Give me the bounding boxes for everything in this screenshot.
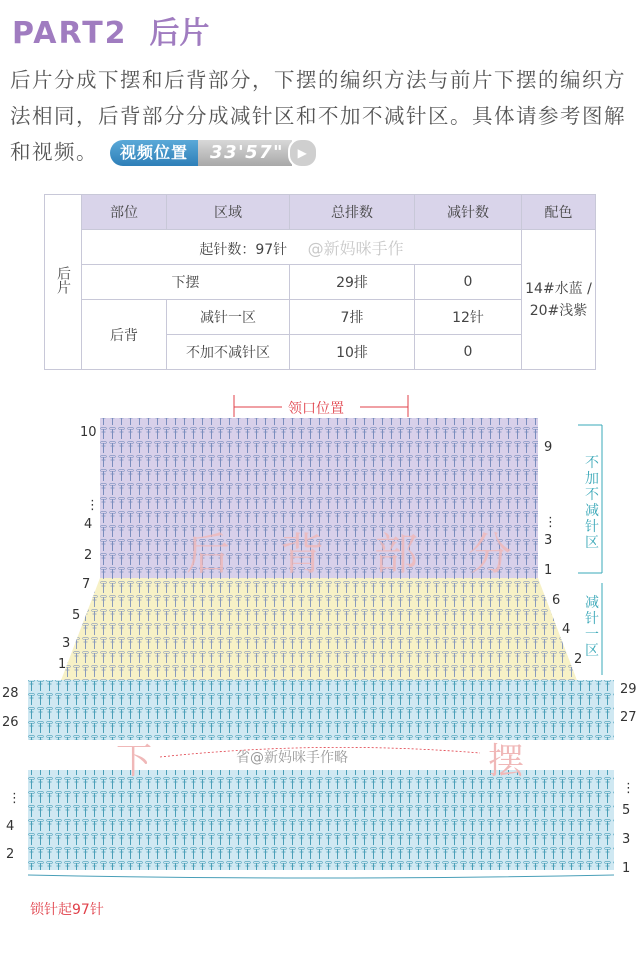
row-label: 4: [562, 622, 571, 637]
row-label: 1: [544, 563, 553, 578]
row-label: 27: [620, 710, 637, 725]
table-cell: 12针: [415, 300, 522, 335]
dec-zone-stitches: [60, 578, 578, 683]
col-header: 部位: [82, 195, 167, 230]
start-stitches: 起针数：97针: [199, 241, 288, 258]
hem-label-left: 下: [116, 741, 153, 782]
table-cell: 下摆: [82, 265, 290, 300]
row-label: 28: [2, 686, 19, 701]
row-label: 3: [62, 636, 71, 651]
table-cell: 29排: [290, 265, 415, 300]
table-cell: 7排: [290, 300, 415, 335]
row-label: 26: [2, 715, 19, 730]
table-cell: 0: [415, 265, 522, 300]
neck-label: 领口位置: [288, 401, 344, 417]
col-header: 总排数: [290, 195, 415, 230]
hem-label-right: 摆: [488, 741, 525, 782]
start-stitch-cell: [82, 230, 522, 265]
table-cell: 后背: [82, 300, 167, 370]
side-label-cell: [45, 195, 82, 370]
row-label: 4: [6, 819, 15, 834]
row-label: 5: [622, 803, 631, 818]
watermark: @新妈咪手作: [307, 238, 404, 258]
row-label: 3: [544, 533, 553, 548]
row-label: ⋮: [622, 781, 635, 796]
dec-zone-label: 减针一区: [585, 595, 599, 659]
video-position-badge[interactable]: [110, 139, 318, 167]
row-label: ⋮: [86, 498, 99, 513]
row-label: 2: [574, 652, 583, 667]
back-section-label: 后 背 部 分: [186, 529, 530, 580]
row-label: ⋮: [544, 515, 557, 530]
intro-text: 后片分成下摆和后背部分，下摆的编织方法与前片下摆的编织方法相同，后背部分分成减针区和不加不减针区。具体请参考图解和视频。: [10, 68, 626, 164]
hem-bottom-stitches: [28, 770, 614, 870]
row-label: 2: [6, 847, 15, 862]
intro-paragraph: [10, 62, 632, 170]
row-label: ⋮: [8, 791, 21, 806]
row-label: 4: [84, 517, 93, 532]
row-label: 10: [80, 425, 97, 440]
table-cell: 10排: [290, 335, 415, 370]
foundation-chain: [28, 875, 614, 878]
col-header: 配色: [522, 195, 596, 230]
row-label: 6: [552, 593, 561, 608]
row-label: 1: [622, 861, 631, 876]
color-text: 14#水蓝 / 20#浅紫: [525, 280, 592, 319]
row-label: 29: [620, 682, 637, 697]
col-header: 减针数: [415, 195, 522, 230]
row-label: 2: [84, 548, 93, 563]
row-label: 7: [82, 577, 91, 592]
part-number: PART2: [12, 16, 128, 51]
table-cell: 减针一区: [167, 300, 290, 335]
omit-label: 省@新妈咪手作略: [236, 750, 348, 766]
table-cell: 0: [415, 335, 522, 370]
crochet-chart: [0, 385, 640, 952]
color-cell: [522, 230, 596, 370]
side-label: 后片: [55, 266, 71, 294]
page-header: [12, 8, 210, 52]
row-label: 5: [72, 608, 81, 623]
info-table: [44, 194, 596, 370]
video-time: 33'57": [198, 140, 292, 166]
play-icon[interactable]: ▶: [288, 138, 318, 168]
row-label: 1: [58, 657, 67, 672]
flat-zone-label: 不加不减针区: [585, 455, 599, 551]
row-label: 9: [544, 440, 553, 455]
row-label: 3: [622, 832, 631, 847]
hem-top-stitches: [28, 680, 614, 740]
col-header: 区域: [167, 195, 290, 230]
table-cell: 不加不减针区: [167, 335, 290, 370]
video-label: 视频位置: [110, 140, 198, 166]
start-label: 锁针起97针: [30, 902, 104, 918]
chart-svg: [0, 385, 640, 952]
part-title: 后片: [149, 16, 210, 51]
